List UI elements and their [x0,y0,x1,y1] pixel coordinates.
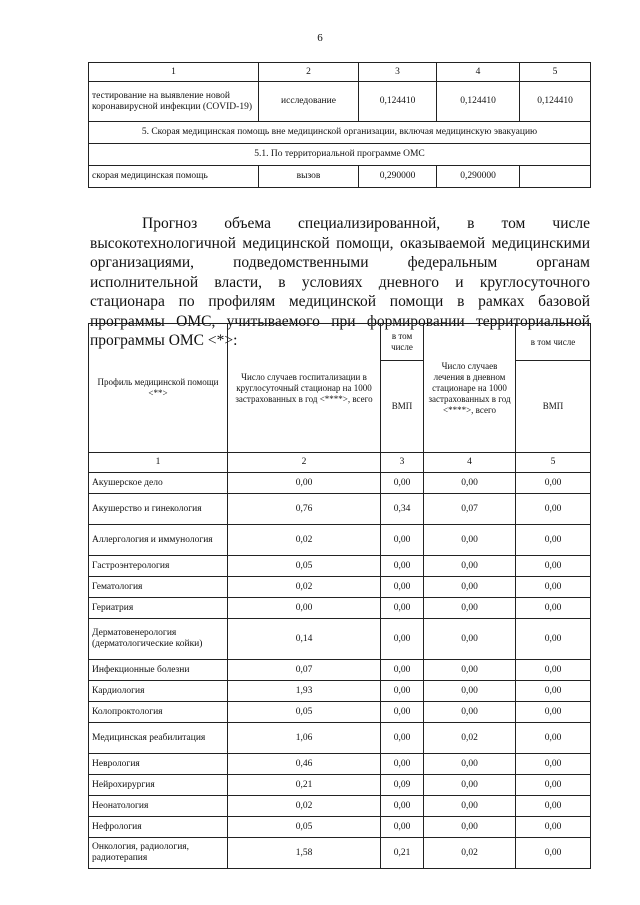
vmp1-value: 0,00 [381,525,424,556]
vmp2-value: 0,00 [516,723,591,754]
vmp2-value: 0,00 [516,577,591,598]
day-value: 0,02 [424,838,516,869]
vmp2-value: 0,00 [516,681,591,702]
vmp2-value: 0,00 [516,775,591,796]
vmp1-value: 0,00 [381,723,424,754]
table-row [89,525,591,556]
vmp1-value: 0,00 [381,473,424,494]
hosp-value: 0,05 [228,702,381,723]
header-hospitalization: Число случаев госпитализации в круглосуточный стационар на 1000 застрахованных в год <****>, всего [228,324,381,453]
column-number: 4 [437,63,520,82]
section-row [89,122,591,144]
day-value: 0,07 [424,494,516,525]
body-paragraph: Прогноз объема специализированной, в том числе высокотехнологичной медицинской помощи, оказываемой медицинскими организациями, подведомственными федеральным органам исполнительной власти, в условиях дневного и круглосуточного стационара по профилям медицинской помощи в рамках базовой программы ОМС, учитываемого при формировании территориальной программы ОМС <*>: [90,215,590,349]
column-number: 3 [381,453,424,473]
column-number: 5 [516,453,591,473]
section-title: 5. Скорая медицинская помощь вне медицинской организации, включая медицинскую эвакуацию [89,122,591,144]
column-numbers-row [89,453,591,473]
header-day-hospital: Число случаев лечения в дневном стационаре на 1000 застрахованных в год <****>, всего [424,324,516,453]
table-row [89,619,591,660]
hosp-value: 0,00 [228,598,381,619]
profile-name: Неврология [89,754,228,775]
subsection-title: 5.1. По территориальной программе ОМС [89,144,591,166]
vmp2-value: 0,00 [516,598,591,619]
column-number: 3 [359,63,437,82]
day-value: 0,00 [424,556,516,577]
day-value: 0,00 [424,660,516,681]
row-value: 0,124410 [437,82,520,122]
day-value: 0,00 [424,817,516,838]
profile-name: Онкология, радиология, радиотерапия [89,838,228,869]
vmp1-value: 0,00 [381,577,424,598]
profile-table [88,323,591,869]
profile-name: Нефрология [89,817,228,838]
table-row [89,598,591,619]
day-value: 0,02 [424,723,516,754]
row-name: тестирование на выявление новой коронавирусной инфекции (COVID-19) [89,82,259,122]
vmp1-value: 0,00 [381,598,424,619]
hosp-value: 0,76 [228,494,381,525]
hosp-value: 0,02 [228,796,381,817]
table-row [89,723,591,754]
header-row [89,324,591,361]
hosp-value: 1,58 [228,838,381,869]
table-row [89,817,591,838]
profile-name: Медицинская реабилитация [89,723,228,754]
profile-name: Гематология [89,577,228,598]
table-row [89,775,591,796]
vmp2-value: 0,00 [516,838,591,869]
section-row [89,144,591,166]
hosp-value: 1,93 [228,681,381,702]
profile-name: Гериатрия [89,598,228,619]
profile-name: Дерматовенерология (дерматологические койки) [89,619,228,660]
vmp1-value: 0,00 [381,817,424,838]
vmp1-value: 0,00 [381,702,424,723]
table-row [89,702,591,723]
header-profile: Профиль медицинской помощи <**> [89,324,228,453]
table-row [89,494,591,525]
header-vmp-2: ВМП [516,361,591,453]
day-value: 0,00 [424,525,516,556]
vmp1-value: 0,00 [381,754,424,775]
page-number: 6 [317,32,323,44]
hosp-value: 0,21 [228,775,381,796]
vmp1-value: 0,00 [381,556,424,577]
day-value: 0,00 [424,702,516,723]
vmp2-value: 0,00 [516,702,591,723]
table-row [89,166,591,188]
row-value: 0,124410 [520,82,591,122]
day-value: 0,00 [424,796,516,817]
table-row [89,660,591,681]
column-number: 2 [259,63,359,82]
profile-name: Колопроктология [89,702,228,723]
profile-name: Аллергология и иммунология [89,525,228,556]
row-value: 0,124410 [359,82,437,122]
day-value: 0,00 [424,473,516,494]
row-unit: вызов [259,166,359,188]
profile-name: Инфекционные болезни [89,660,228,681]
table-row [89,796,591,817]
vmp2-value: 0,00 [516,494,591,525]
table-row [89,82,591,122]
vmp2-value: 0,00 [516,754,591,775]
vmp2-value: 0,00 [516,796,591,817]
vmp2-value: 0,00 [516,556,591,577]
profile-name: Акушерство и гинекология [89,494,228,525]
vmp1-value: 0,00 [381,681,424,702]
row-value: 0,290000 [437,166,520,188]
header-vmp-1: ВМП [381,361,424,453]
hosp-value: 0,02 [228,525,381,556]
table-row [89,577,591,598]
day-value: 0,00 [424,577,516,598]
profile-name: Неонатология [89,796,228,817]
row-value [520,166,591,188]
table-row [89,754,591,775]
hosp-value: 0,05 [228,556,381,577]
table-row [89,556,591,577]
vmp2-value: 0,00 [516,525,591,556]
hosp-value: 1,06 [228,723,381,754]
day-value: 0,00 [424,619,516,660]
day-value: 0,00 [424,754,516,775]
hosp-value: 0,02 [228,577,381,598]
top-table [88,62,591,188]
table-row [89,63,591,82]
vmp1-value: 0,00 [381,619,424,660]
header-including-2: в том числе [516,324,591,361]
hosp-value: 0,14 [228,619,381,660]
profile-name: Кардиология [89,681,228,702]
profile-name: Гастроэнтерология [89,556,228,577]
vmp1-value: 0,21 [381,838,424,869]
column-number: 1 [89,63,259,82]
table-row [89,838,591,869]
vmp1-value: 0,09 [381,775,424,796]
vmp2-value: 0,00 [516,473,591,494]
hosp-value: 0,05 [228,817,381,838]
row-name: скорая медицинская помощь [89,166,259,188]
column-number: 1 [89,453,228,473]
hosp-value: 0,00 [228,473,381,494]
vmp1-value: 0,34 [381,494,424,525]
hosp-value: 0,07 [228,660,381,681]
day-value: 0,00 [424,598,516,619]
row-unit: исследование [259,82,359,122]
hosp-value: 0,46 [228,754,381,775]
vmp2-value: 0,00 [516,817,591,838]
column-number: 4 [424,453,516,473]
vmp1-value: 0,00 [381,796,424,817]
column-number: 5 [520,63,591,82]
profile-name: Нейрохирургия [89,775,228,796]
vmp2-value: 0,00 [516,619,591,660]
header-including-1: в том числе [381,324,424,361]
vmp1-value: 0,00 [381,660,424,681]
profile-name: Акушерское дело [89,473,228,494]
column-number: 2 [228,453,381,473]
table-row [89,681,591,702]
day-value: 0,00 [424,775,516,796]
table-row [89,473,591,494]
day-value: 0,00 [424,681,516,702]
row-value: 0,290000 [359,166,437,188]
vmp2-value: 0,00 [516,660,591,681]
